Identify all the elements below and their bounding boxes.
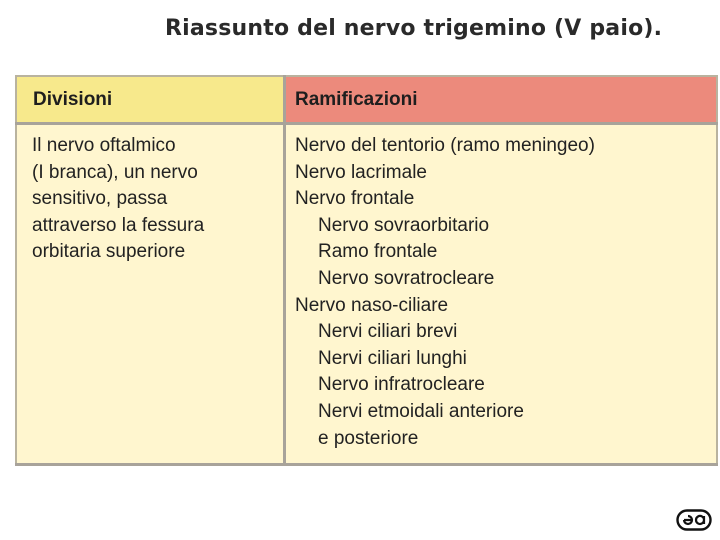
table-bottom-border [15, 463, 718, 466]
column-divider [283, 75, 286, 466]
branch-item: Nervo del tentorio (ramo meningeo) [295, 135, 595, 156]
branch-item: Ramo frontale [318, 241, 438, 263]
division-line: Il nervo oftalmico [32, 135, 176, 156]
table-left-border [15, 75, 17, 466]
branch-item: Nervo sovraorbitario [318, 214, 490, 236]
branch-item: Nervi ciliari lunghi [318, 347, 467, 369]
header-label-divisioni: Divisioni [33, 89, 113, 110]
header-cell-divisioni [15, 75, 283, 122]
branch-item: Nervo sovratrocleare [318, 267, 495, 289]
branch-item: Nervo naso-ciliare [295, 294, 449, 316]
branch-item: Nervo lacrimale [295, 161, 427, 183]
branch-item: Nervi etmoidali anteriore [318, 400, 524, 422]
division-line: (I branca), un nervo [32, 161, 198, 183]
division-cell [32, 133, 277, 266]
division-line: attraverso la fessura [32, 214, 205, 236]
header-divider [15, 122, 718, 125]
table-top-border [15, 75, 718, 77]
header-cell-ramificazioni [283, 75, 718, 122]
division-line: orbitaria superiore [32, 241, 186, 262]
header-label-ramificazioni: Ramificazioni [295, 89, 418, 110]
ea-logo-icon [676, 509, 712, 531]
division-line: sensitivo, passa [32, 188, 168, 209]
branch-item: Nervi ciliari brevi [318, 321, 458, 343]
table-right-border [716, 75, 718, 466]
branch-item: Nervo frontale [295, 188, 415, 210]
branch-item: Nervo infratrocleare [318, 374, 485, 396]
branch-item: e posteriore [318, 427, 419, 449]
branches-cell [295, 133, 595, 452]
page-title: Riassunto del nervo trigemino (V paio). [165, 16, 663, 41]
nerve-summary-table [15, 75, 718, 466]
